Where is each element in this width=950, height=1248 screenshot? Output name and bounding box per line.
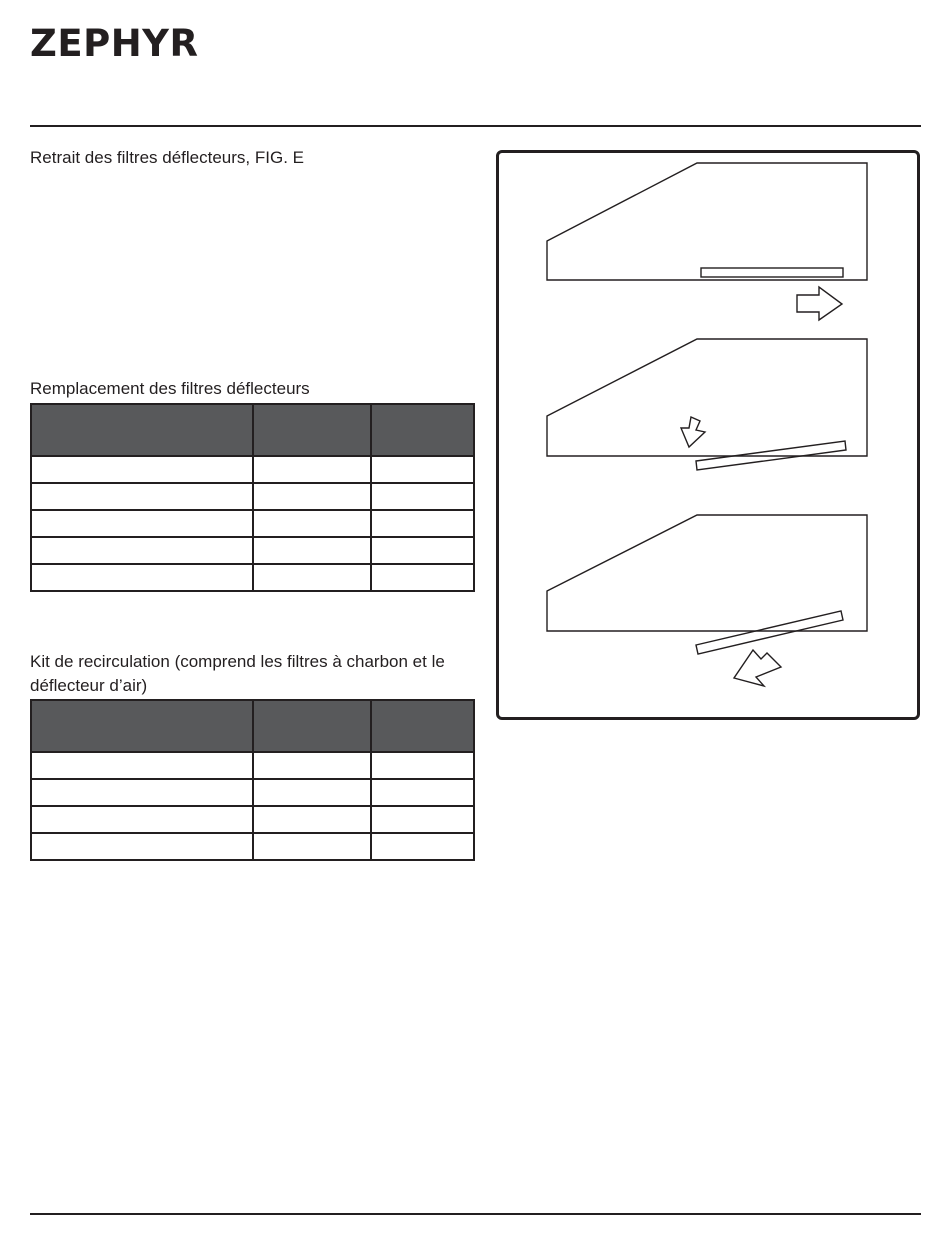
table-cell	[31, 483, 253, 510]
table-cell	[253, 564, 371, 591]
table-cell	[31, 510, 253, 537]
table-cell	[371, 564, 474, 591]
table-cell	[31, 752, 253, 779]
table-cell	[253, 537, 371, 564]
table-cell	[31, 833, 253, 860]
arrow-down-left-large-icon	[734, 650, 781, 686]
table-header-cell	[253, 404, 371, 456]
table-row	[31, 779, 474, 806]
table-row	[31, 510, 474, 537]
hood-step-3	[547, 515, 867, 686]
table-cell	[371, 779, 474, 806]
table-cell	[31, 564, 253, 591]
table-header-cell	[31, 700, 253, 752]
table-cell	[253, 483, 371, 510]
hood-step-1	[547, 163, 867, 320]
table-cell	[371, 752, 474, 779]
range-hood-outline	[547, 163, 867, 280]
table-cell	[371, 806, 474, 833]
table-cell	[253, 779, 371, 806]
table-cell	[253, 510, 371, 537]
recirculation-kit-table	[30, 699, 475, 861]
table-header-row	[31, 404, 474, 456]
header-divider	[30, 125, 921, 127]
table-cell	[371, 537, 474, 564]
table-header-cell	[371, 700, 474, 752]
recirculation-heading: Kit de recirculation (comprend les filtres à charbon et le déflecteur d’air)	[30, 652, 445, 695]
table-header-row	[31, 700, 474, 752]
table-cell	[371, 833, 474, 860]
table-row	[31, 483, 474, 510]
arrow-right-icon	[797, 287, 842, 320]
table-row	[31, 456, 474, 483]
hood-step-2	[547, 339, 867, 470]
table-row	[31, 833, 474, 860]
replacement-heading: Remplacement des filtres déflecteurs	[30, 379, 310, 398]
table-cell	[253, 752, 371, 779]
range-hood-outline	[547, 339, 867, 456]
table-header-cell	[253, 700, 371, 752]
table-cell	[31, 779, 253, 806]
table-cell	[371, 483, 474, 510]
table-cell	[253, 806, 371, 833]
table-row	[31, 806, 474, 833]
zephyr-logo: ZEPHYR	[30, 22, 199, 65]
range-hood-outline	[547, 515, 867, 631]
table-row	[31, 537, 474, 564]
baffle-filter	[696, 611, 843, 654]
table-cell	[371, 456, 474, 483]
table-header-cell	[371, 404, 474, 456]
table-header-cell	[31, 404, 253, 456]
table-cell	[253, 833, 371, 860]
baffle-filter	[701, 268, 843, 277]
fig-e-illustration	[496, 150, 920, 720]
footer-divider	[30, 1213, 921, 1215]
table-cell	[31, 806, 253, 833]
table-row	[31, 752, 474, 779]
removal-heading: Retrait des filtres déflecteurs, FIG. E	[30, 148, 304, 167]
replacement-filters-table	[30, 403, 475, 592]
table-cell	[31, 456, 253, 483]
table-cell	[371, 510, 474, 537]
table-cell	[31, 537, 253, 564]
table-cell	[253, 456, 371, 483]
arrow-down-left-icon	[681, 417, 705, 447]
table-row	[31, 564, 474, 591]
